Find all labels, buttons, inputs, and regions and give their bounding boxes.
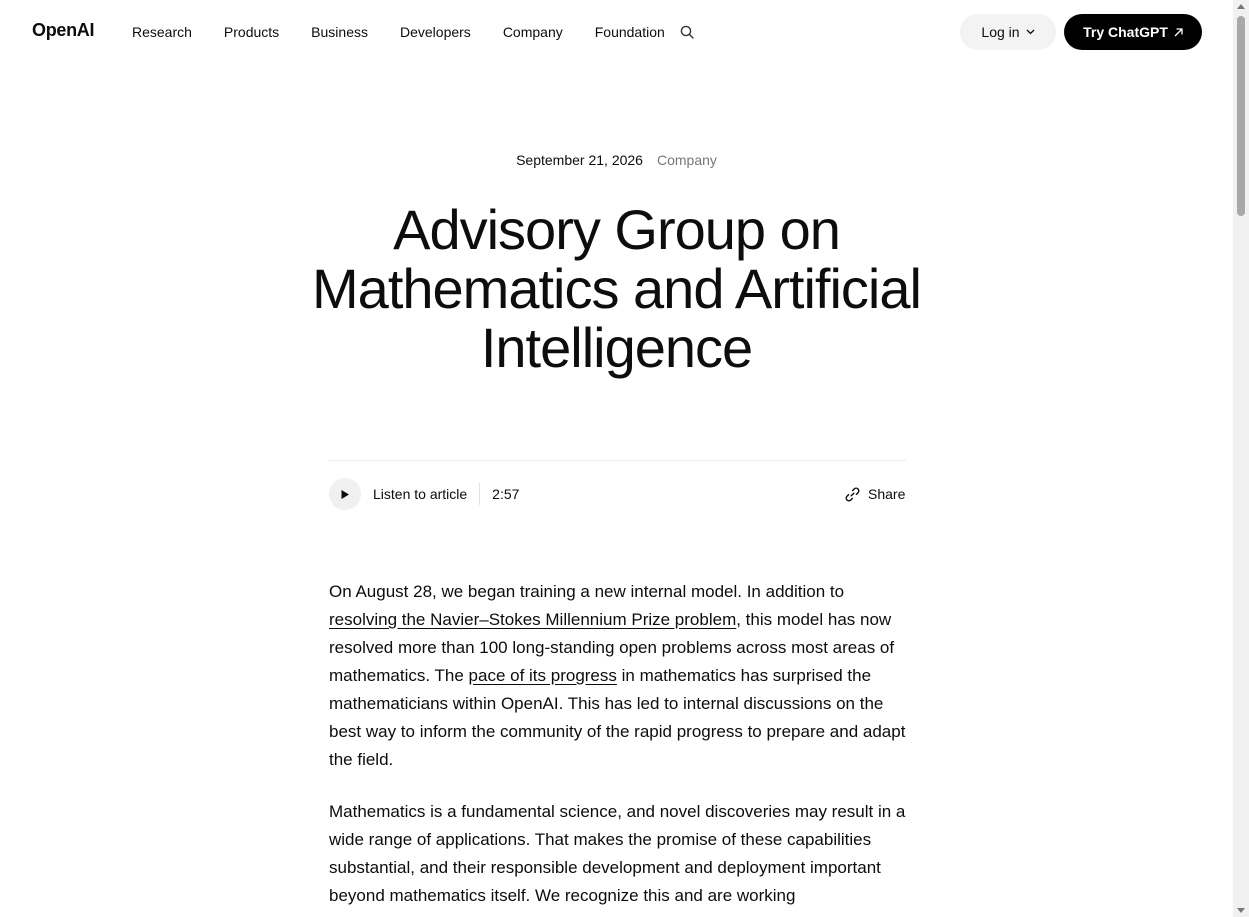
share-label: Share — [868, 486, 906, 502]
arrow-up-right-icon — [1174, 28, 1183, 37]
try-chatgpt-button[interactable] — [1064, 14, 1202, 50]
nav-item-developers[interactable]: Developers — [399, 24, 471, 40]
navier-stokes-link[interactable]: resolving the Navier–Stokes Millennium Prize problem — [329, 610, 737, 629]
link-icon — [845, 487, 860, 502]
pace-of-progress-link[interactable]: pace of its progress — [468, 666, 617, 685]
play-button[interactable] — [329, 478, 361, 510]
audio-player — [329, 478, 519, 510]
share-button[interactable] — [845, 486, 905, 502]
nav-item-business[interactable]: Business — [311, 24, 368, 40]
article-body — [329, 578, 909, 917]
nav-item-foundation[interactable]: Foundation — [594, 24, 665, 40]
scrollbar-thumb[interactable] — [1237, 16, 1245, 216]
login-label: Log in — [981, 24, 1020, 40]
scroll-down-arrow-icon[interactable] — [1237, 908, 1245, 913]
nav-item-products[interactable]: Products — [223, 24, 280, 40]
article-title: Advisory Group on Mathematics and Artificial Intelligence — [312, 198, 921, 379]
divider — [329, 460, 906, 461]
login-button[interactable] — [960, 14, 1056, 50]
nav-item-company[interactable]: Company — [502, 24, 563, 40]
play-icon — [340, 489, 350, 500]
audio-duration: 2:57 — [492, 486, 520, 502]
scroll-up-arrow-icon[interactable] — [1237, 4, 1245, 9]
scrollbar[interactable] — [1233, 0, 1249, 917]
article-category[interactable]: Company — [656, 152, 717, 168]
main-nav — [132, 23, 697, 41]
paragraph-2: Mathematics is a fundamental science, and novel discoveries may result in a wide range of applications. That makes the promise of these capabilities substantial, and their responsible development and deployment important beyond mathematics itself. We recognize this and are working — [329, 802, 906, 905]
nav-item-research[interactable]: Research — [132, 24, 192, 40]
article-date: September 21, 2026 — [516, 152, 643, 168]
article-meta — [0, 152, 1233, 168]
chevron-down-icon — [1026, 29, 1035, 35]
paragraph-1 — [329, 578, 909, 774]
openai-logo[interactable]: OpenAI — [32, 20, 95, 40]
paragraph-1-text-c: in mathematics has surprised the mathematicians within OpenAI. This has led to internal discussions on the best way to inform the community of the rapid progress to prepare and adapt the field. — [329, 666, 906, 769]
player-separator — [479, 483, 480, 505]
search-icon[interactable] — [680, 25, 694, 39]
listen-to-article-label[interactable]: Listen to article — [373, 486, 468, 502]
try-chatgpt-label: Try ChatGPT — [1083, 24, 1168, 40]
paragraph-1-text-a: On August 28, we began training a new internal model. In addition to — [329, 582, 845, 601]
paragraph-1-text-b: , this model has now resolved more than 100 long-standing open problems across most areas of mathematics. The — [329, 610, 895, 685]
